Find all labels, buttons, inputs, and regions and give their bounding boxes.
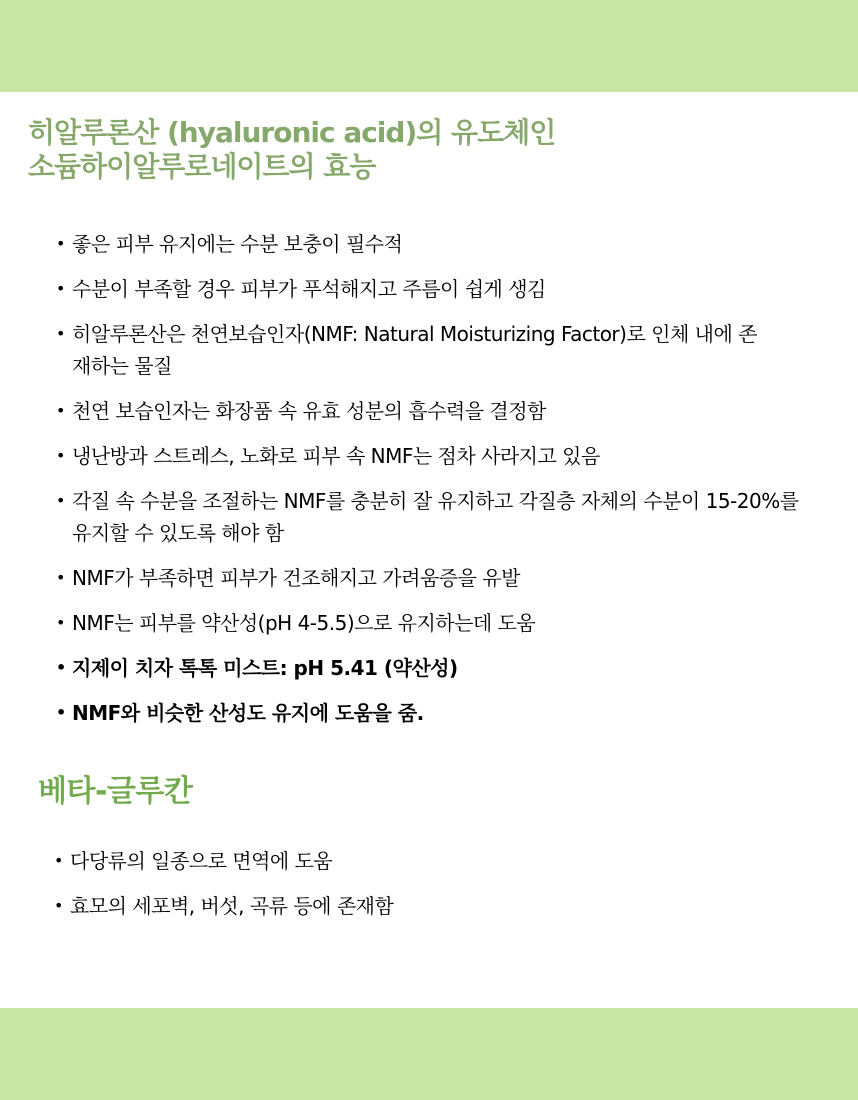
- list-item: • 각질 속 수분을 조절하는 NMF를 충분히 잘 유지하고 각질층 자체의 수분이 15-20%를 유지할 수 있도록 해야 함: [56, 485, 807, 549]
- list-item: • 효모의 세포벽, 버섯, 곡류 등에 존재함: [54, 890, 834, 922]
- list-item: • 냉난방과 스트레스, 노화로 피부 속 NMF는 점차 사라지고 있음: [56, 440, 836, 472]
- title-line-2: 소듐하이알루로네이트의 효능: [28, 150, 376, 183]
- list-item-highlight: • NMF와 비슷한 산성도 유지에 도움을 줌.: [56, 697, 836, 729]
- list-item: • NMF는 피부를 약산성(pH 4-5.5)으로 유지하는데 도움: [56, 607, 836, 639]
- beta-glucan-list: [54, 845, 834, 935]
- list-item-highlight: • 지제이 치자 톡톡 미스트: pH 5.41 (약산성): [56, 652, 836, 684]
- list-item: • 천연 보습인자는 화장품 속 유효 성분의 흡수력을 결정함: [56, 395, 836, 427]
- page-title: [28, 116, 555, 184]
- section-heading-beta-glucan: 베타-글루칸: [38, 774, 193, 809]
- list-item: • 수분이 부족할 경우 피부가 푸석해지고 주름이 쉽게 생김: [56, 273, 836, 305]
- list-item: • NMF가 부족하면 피부가 건조해지고 가려움증을 유발: [56, 562, 836, 594]
- list-item: • 다당류의 일종으로 면역에 도움: [54, 845, 834, 877]
- top-banner: [0, 0, 858, 92]
- list-item: • 좋은 피부 유지에는 수분 보충이 필수적: [56, 228, 836, 260]
- bottom-banner: [0, 1008, 858, 1100]
- list-item: • 히알루론산은 천연보습인자(NMF: Natural Moisturizing Factor)로 인체 내에 존재하는 물질: [56, 318, 772, 382]
- title-line-1: 히알루론산 (hyaluronic acid)의 유도체인: [28, 116, 556, 149]
- benefits-list: [56, 228, 836, 742]
